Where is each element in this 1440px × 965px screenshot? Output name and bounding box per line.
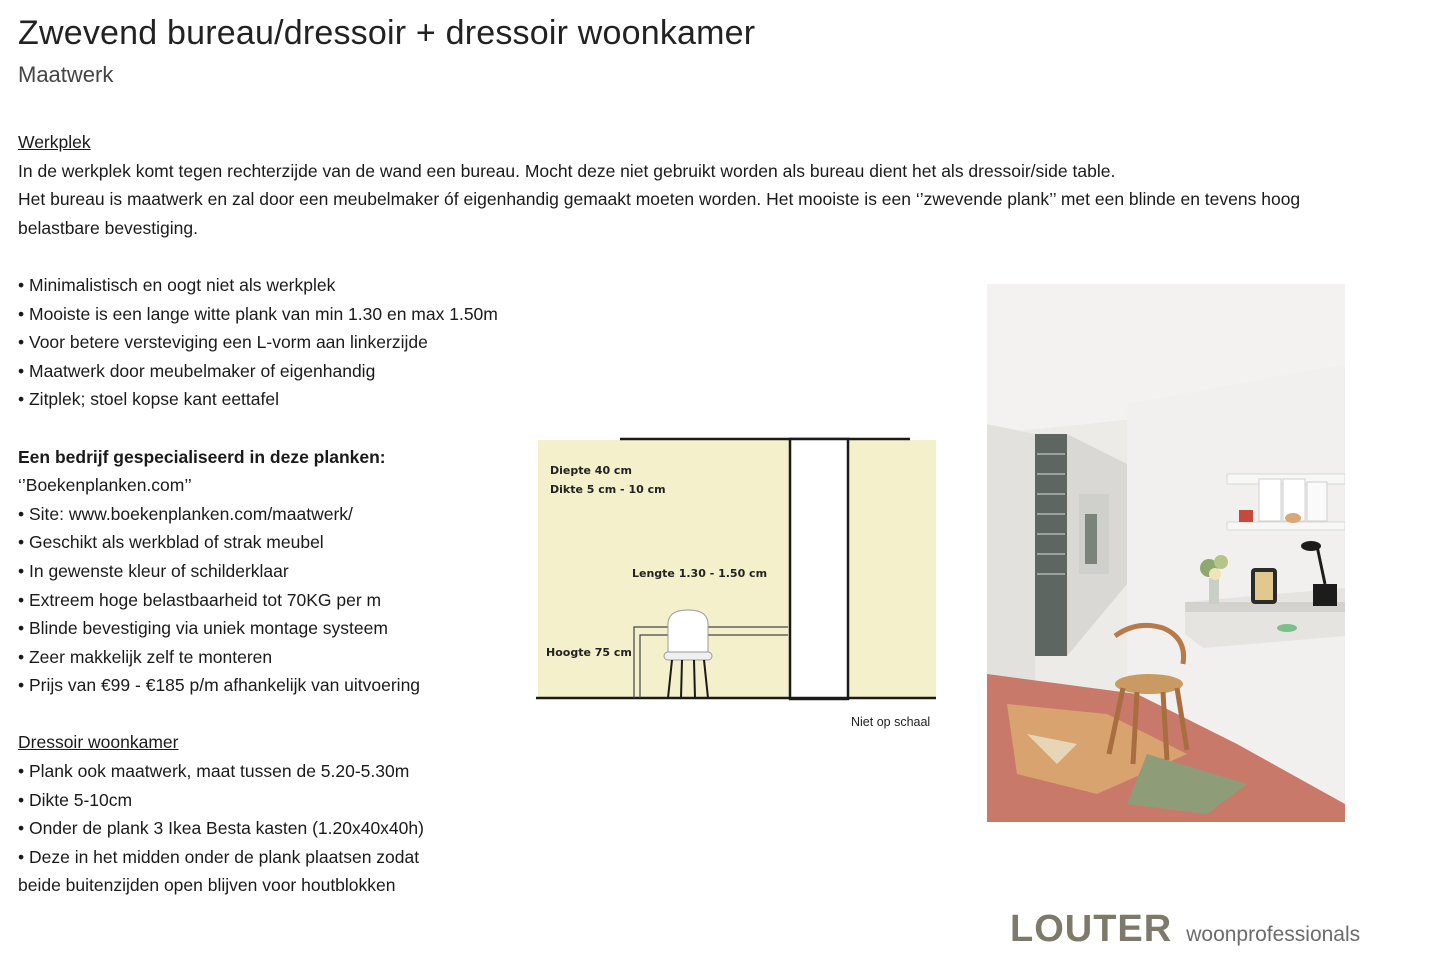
bedrijf-heading: Een bedrijf gespecialiseerd in deze planken: [18,446,386,467]
list-item: • Blinde bevestiging via uniek montage systeem [18,618,388,639]
list-item: • Zitplek; stoel kopse kant eettafel [18,389,279,410]
list-item: • Mooiste is een lange witte plank van min 1.30 en max 1.50m [18,303,498,324]
logo-tagline: woonprofessionals [1186,923,1361,946]
scale-note: Niet op schaal [851,715,931,729]
list-item: • Dikte 5-10cm [18,789,133,810]
list-item: • Onder de plank 3 Ikea Besta kasten (1.20x40x40h) [18,818,424,839]
list-item: beide buitenzijden open blijven voor houtblokken [18,875,396,896]
list-item: • Plank ook maatwerk, maat tussen de 5.20-5.30m [18,761,410,782]
list-item: • Minimalistisch en oogt niet als werkplek [18,274,336,295]
werkplek-heading: Werkplek [18,132,91,152]
dressoir-heading: Dressoir woonkamer [18,732,179,753]
door-frame [790,439,848,699]
list-item: • Site: www.boekenplanken.com/maatwerk/ [18,503,353,524]
photo-svg [987,284,1345,822]
page-title: Zwevend bureau/dressoir + dressoir woonkamer [18,14,756,52]
list-item: • Zeer makkelijk zelf te monteren [18,646,273,667]
page-subtitle: Maatwerk [18,62,114,87]
desk-diagram [536,436,938,702]
list-item: • Voor betere versteviging een L-vorm aan linkerzijde [18,332,428,353]
brand-logo [1010,908,1360,951]
hoogte-label: Hoogte 75 cm [546,646,632,659]
werkplek-intro-1: In de werkplek komt tegen rechterzijde van de wand een bureau. Mocht deze niet gebruikt worden als bureau dient het als dressoir/side table. [18,160,1116,181]
list-item: • Maatwerk door meubelmaker of eigenhandig [18,360,376,381]
list-item: • Extreem hoge belastbaarheid tot 70KG per m [18,589,382,610]
list-item: • Prijs van €99 - €185 p/m afhankelijk van uitvoering [18,675,421,696]
lengte-label: Lengte 1.30 - 1.50 cm [632,567,768,580]
bedrijf-name: ‘’Boekenplanken.com’’ [18,475,192,496]
diagram-svg [536,436,938,702]
dikte-label: Dikte 5 cm - 10 cm [550,483,666,496]
logo-brand: LOUTER [1010,908,1173,950]
diepte-label: Diepte 40 cm [550,464,632,477]
werkplek-intro-2: Het bureau is maatwerk en zal door een meubelmaker óf eigenhandig gemaakt moeten worden. Het mooiste is een ‘’zwevende plank’’ met een blinde en tevens hoog belastbare bevestiging. [18,189,1301,238]
list-item: • Geschikt als werkblad of strak meubel [18,532,324,553]
interior-photo [987,284,1345,822]
list-item: • Deze in het midden onder de plank plaatsen zodat [18,846,420,867]
list-item: • In gewenste kleur of schilderklaar [18,560,289,581]
